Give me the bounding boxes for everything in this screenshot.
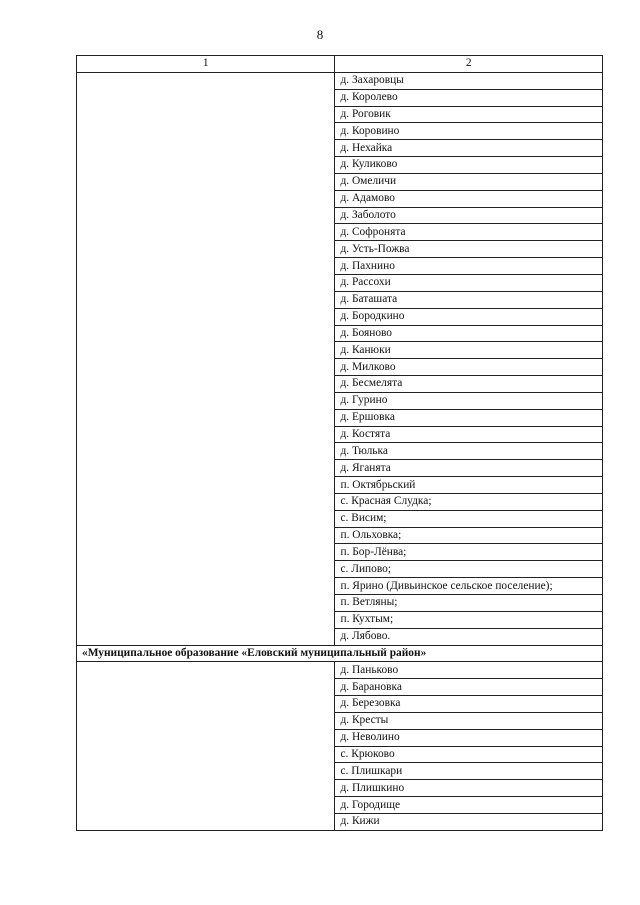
settlement-cell: п. Ярино (Дивьинское сельское поселение);: [335, 578, 603, 595]
settlement-cell: п. Бор-Лёнва;: [335, 544, 603, 561]
settlement-cell: д. Куликово: [335, 157, 603, 174]
table-row: [77, 72, 603, 89]
settlement-cell: д. Бесмелята: [335, 376, 603, 393]
settlement-cell: д. Бородкино: [335, 308, 603, 325]
settlement-cell: д. Ершовка: [335, 409, 603, 426]
settlement-cell: д. Пахнино: [335, 258, 603, 275]
settlement-cell: п. Ольховка;: [335, 527, 603, 544]
settlement-cell: д. Кижи: [335, 813, 603, 830]
settlement-cell: д. Тюлька: [335, 443, 603, 460]
settlement-cell: с. Висим;: [335, 510, 603, 527]
page-number: 8: [316, 27, 324, 42]
column-header-2: 2: [335, 56, 603, 73]
settlement-cell: д. Гурино: [335, 392, 603, 409]
settlement-cell: д. Усть-Пожва: [335, 241, 603, 258]
settlement-cell: д. Кресты: [335, 712, 603, 729]
settlement-cell: с. Липово;: [335, 561, 603, 578]
settlement-cell: с. Плишкари: [335, 763, 603, 780]
municipality-cell: [77, 72, 335, 645]
settlement-cell: п. Кухтым;: [335, 611, 603, 628]
settlement-cell: д. Коровино: [335, 123, 603, 140]
table-row: [77, 662, 603, 679]
settlement-cell: д. Неволино: [335, 729, 603, 746]
settlement-cell: д. Роговик: [335, 106, 603, 123]
settlement-cell: д. Городище: [335, 797, 603, 814]
column-header-row: [77, 56, 603, 73]
table-body: [77, 56, 603, 831]
settlement-cell: д. Нехайка: [335, 140, 603, 157]
settlement-cell: д. Баташата: [335, 291, 603, 308]
settlement-cell: д. Захаровцы: [335, 72, 603, 89]
settlement-cell: д. Барановка: [335, 679, 603, 696]
settlement-cell: д. Паньково: [335, 662, 603, 679]
settlement-cell: с. Красная Слудка;: [335, 493, 603, 510]
settlement-cell: д. Яганята: [335, 460, 603, 477]
settlement-cell: д. Милково: [335, 359, 603, 376]
settlement-cell: д. Рассохи: [335, 274, 603, 291]
group-title: «Муниципальное образование «Еловский муниципальный район»: [77, 645, 603, 662]
settlement-cell: д. Березовка: [335, 696, 603, 713]
settlement-cell: с. Крюково: [335, 746, 603, 763]
settlement-cell: д. Софронята: [335, 224, 603, 241]
settlement-cell: д. Канюки: [335, 342, 603, 359]
group-header-row: [77, 645, 603, 662]
settlement-cell: д. Заболото: [335, 207, 603, 224]
settlement-cell: д. Адамово: [335, 190, 603, 207]
settlements-table: [76, 55, 603, 831]
settlement-cell: д. Плишкино: [335, 780, 603, 797]
settlement-cell: д. Костята: [335, 426, 603, 443]
settlement-cell: п. Октябрьский: [335, 477, 603, 494]
settlement-cell: д. Омеличи: [335, 173, 603, 190]
settlement-cell: п. Ветляны;: [335, 595, 603, 612]
settlement-cell: д. Королево: [335, 89, 603, 106]
column-header-1: 1: [77, 56, 335, 73]
settlement-cell: д. Лябово.: [335, 628, 603, 645]
municipality-cell: [77, 662, 335, 830]
settlement-cell: д. Бояново: [335, 325, 603, 342]
